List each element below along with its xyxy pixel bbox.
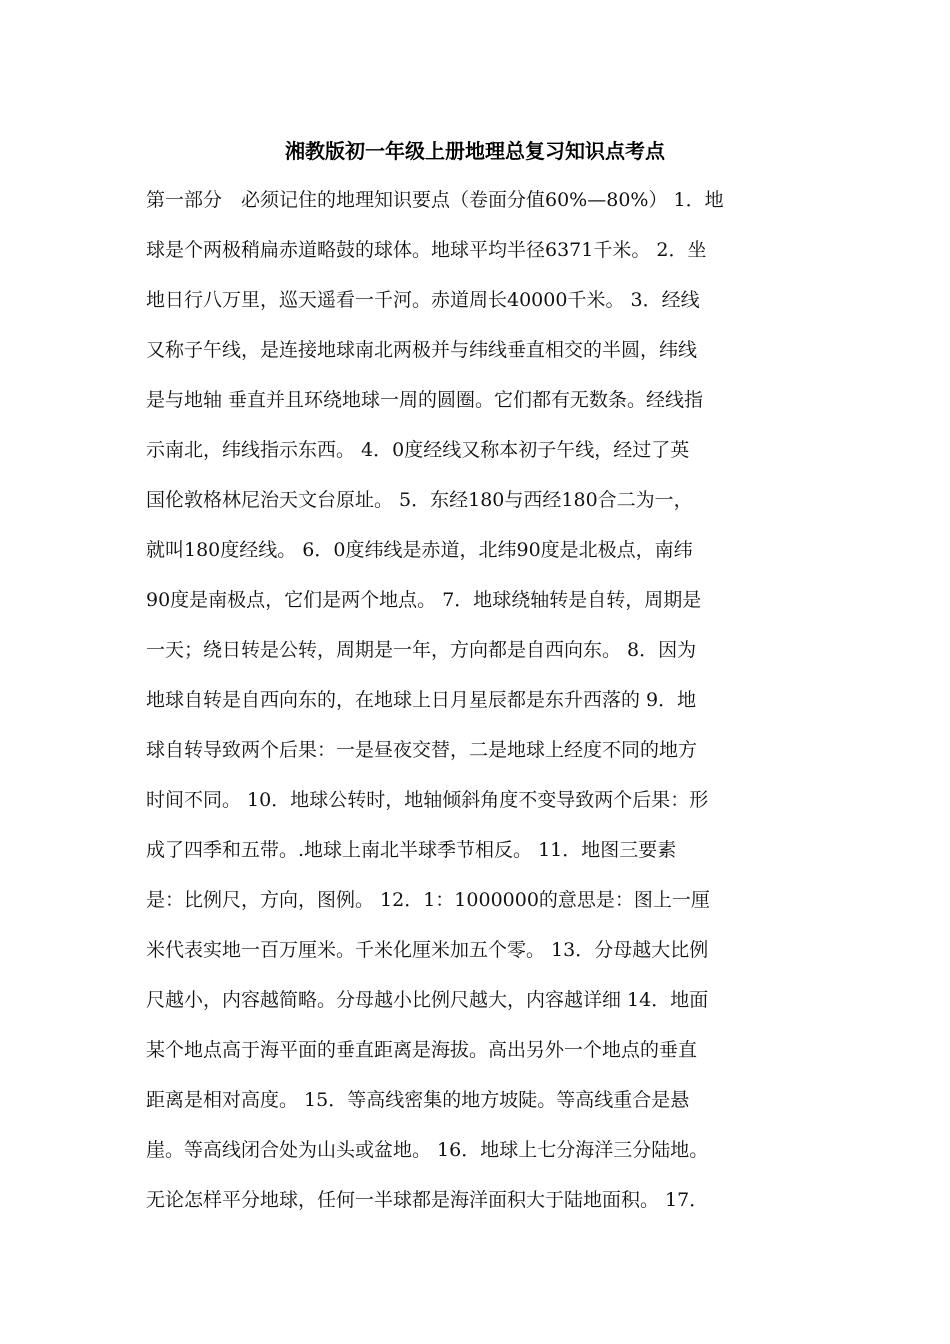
body-text-line: 时间不同。 10．地球公转时，地轴倾斜角度不变导致两个后果：形 (146, 789, 709, 811)
body-text-line: 球是个两极稍扁赤道略鼓的球体。地球平均半径6371千米。 2．坐 (146, 239, 707, 261)
body-text-line: 地球自转是自西向东的，在地球上日月星辰都是东升西落的 9．地 (146, 689, 697, 711)
body-text-line: 球自转导致两个后果：一是昼夜交替，二是地球上经度不同的地方 (146, 739, 698, 761)
body-text-line: 成了四季和五带。.地球上南北半球季节相反。 11．地图三要素 (146, 839, 677, 861)
document-body (146, 180, 810, 1230)
body-text-line: 距离是相对高度。 15．等高线密集的地方坡陡。等高线重合是悬 (146, 1089, 690, 1111)
body-text-line: 地日行八万里，巡天遥看一千河。赤道周长40000千米。 3．经线 (146, 289, 700, 311)
body-text-line: 尺越小，内容越简略。分母越小比例尺越大，内容越详细 14．地面 (146, 989, 709, 1011)
body-text-line: 又称子午线，是连接地球南北两极并与纬线垂直相交的半圆，纬线 (146, 339, 698, 361)
body-text-line: 米代表实地一百万厘米。千米化厘米加五个零。 13．分母越大比例 (146, 939, 709, 961)
body-text-line: 一天；绕日转是公转，周期是一年，方向都是自西向东。 8．因为 (146, 639, 697, 661)
body-text-line: 是：比例尺，方向，图例。 12．1：1000000的意思是：图上一厘 (146, 889, 710, 911)
body-text-line: 国伦敦格林尼治天文台原址。 5．东经180与西经180合二为一， (146, 489, 693, 511)
body-text-line: 90度是南极点，它们是两个地点。 7．地球绕轴转是自转，周期是 (146, 589, 702, 611)
body-text-line: 是与地轴 垂直并且环绕地球一周的圆圈。它们都有无数条。经线指 (146, 389, 704, 411)
body-text-line: 无论怎样平分地球，任何一半球都是海洋面积大于陆地面积。 17． (146, 1189, 709, 1211)
body-text-line: 第一部分 必须记住的地理知识要点（卷面分值60%—80%） 1．地 (146, 189, 724, 211)
body-text-line: 某个地点高于海平面的垂直距离是海拔。高出另外一个地点的垂直 (146, 1039, 698, 1061)
body-text-line: 就叫180度经线。 6．0度纬线是赤道，北纬90度是北极点，南纬 (146, 539, 693, 561)
body-text-line: 示南北，纬线指示东西。 4．0度经线又称本初子午线，经过了英 (146, 439, 690, 461)
document-title: 湘教版初一年级上册地理总复习知识点考点 (285, 139, 665, 163)
body-text-line: 崖。等高线闭合处为山头或盆地。 16．地球上七分海洋三分陆地。 (146, 1139, 709, 1161)
